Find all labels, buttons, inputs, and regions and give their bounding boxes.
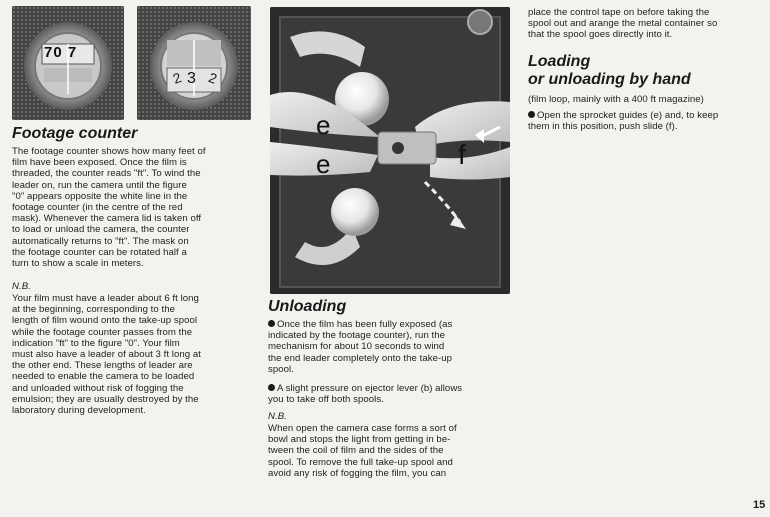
loading-heading-line2: or unloading by hand	[528, 71, 691, 88]
label-e-top: e	[316, 110, 331, 140]
unloading-nb: N.B.	[268, 411, 287, 422]
loading-heading-line1: Loading	[528, 53, 591, 70]
footage-counter-heading: Footage counter	[12, 125, 138, 142]
counter-scale-mark-right: 2	[206, 69, 220, 87]
label-e-bottom: e	[316, 149, 331, 179]
counter-photo-scale	[137, 6, 251, 120]
footage-counter-nb: N.B.	[12, 281, 31, 292]
bullet-icon	[528, 111, 535, 118]
footage-counter-paragraph: The footage counter shows how many feet of film have been exposed. Once the film is threaded, the counter reads "ft". To wind the leader on, run the camera until the figure "0" appears opposite the white line in the footage counter (in the centre of the red mask). Whenever the camera lid is taken off to load or unload the camera, the counter automatically returns to "ft". The mask on the footage counter can be rotated half a turn to show a scale in meters.	[12, 146, 206, 270]
page-number: 15	[753, 499, 766, 511]
counter-scale-mark-left: 2	[170, 69, 184, 87]
bullet-icon	[268, 384, 275, 391]
counter-photo-ft-graphic	[12, 6, 124, 120]
unloading-heading: Unloading	[268, 298, 347, 315]
camera-mechanism-photo	[270, 7, 510, 294]
counter-photo-scale-graphic	[137, 6, 251, 120]
counter-photo-ft	[12, 6, 124, 120]
camera-mechanism-graphic	[270, 7, 510, 294]
label-f: f	[458, 139, 466, 170]
unloading-bullet-2	[268, 383, 513, 405]
unloading-bullet-1	[268, 319, 513, 375]
loading-subtitle: (film loop, mainly with a 400 ft magazine)	[528, 94, 704, 105]
unloading-paragraph: When open the camera case forms a sort of bowl and stops the light from getting in be- tween the coil of film and the sides of the spool. To remove the full take-up spool and avoid any risk of fogging the film, you can	[268, 423, 457, 479]
counter-digits-left: 70 7	[44, 44, 78, 61]
leader-paragraph: Your film must have a leader about 6 ft long at the beginning, corresponding to the length of film wound onto the take-up spool while the footage counter passes from the indication "ft" to the figure "0". Your film must also have a leader of about 3 ft long at the other end. These lengths of leader are needed to enable the camera to be loaded and unloaded without risk of fogging the emulsion; they are usually destroyed by the laboratory during development.	[12, 293, 201, 417]
counter-digits-right: 3	[187, 70, 196, 87]
bullet-icon	[268, 320, 275, 327]
unloading-bullet-1-text: Once the film has been fully exposed (as indicated by the footage counter), run the mechanism for about 10 seconds to wind the end leader completely onto the take-up spool.	[268, 319, 453, 375]
loading-bullet-1	[528, 110, 768, 132]
control-tape-paragraph: place the control tape on before taking the spool out and arange the metal container so that the spool goes directly into it.	[528, 7, 718, 41]
unloading-bullet-2-text: A slight pressure on ejector lever (b) allows you to take off both spools.	[268, 383, 463, 406]
loading-bullet-1-text: Open the sprocket guides (e) and, to keep them in this position, push slide (f).	[528, 110, 719, 133]
